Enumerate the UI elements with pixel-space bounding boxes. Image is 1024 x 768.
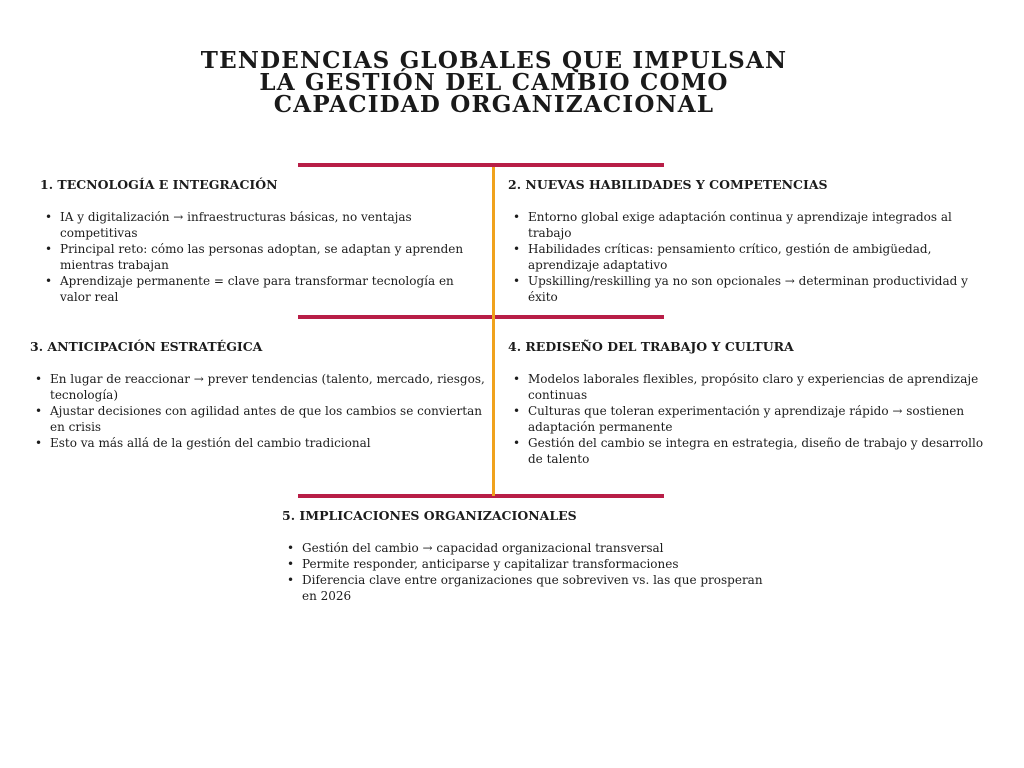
bullet-list	[508, 371, 984, 467]
list-item: • Esto va más allá de la gestión del cambio tradicional	[50, 435, 486, 451]
divider-vertical	[492, 167, 495, 496]
section-rediseno	[508, 339, 984, 467]
divider-bottom	[298, 494, 664, 498]
bullet-list	[508, 209, 984, 305]
divider-middle	[298, 315, 664, 319]
list-item: • IA y digitalización → infraestructuras básicas, no ventajas competitivas	[60, 209, 486, 241]
section-tecnologia	[40, 177, 486, 305]
page-title	[162, 47, 826, 118]
section-habilidades	[508, 177, 984, 305]
list-item: • Principal reto: cómo las personas adoptan, se adaptan y aprenden mientras trabajan	[60, 241, 486, 273]
section-heading: 3. ANTICIPACIÓN ESTRATÉGICA	[30, 339, 263, 354]
section-heading: 5. IMPLICACIONES ORGANIZACIONALES	[282, 508, 577, 523]
title-line-2: LA GESTIÓN DEL CAMBIO COMO	[259, 69, 729, 96]
title-line-3: CAPACIDAD ORGANIZACIONAL	[273, 91, 715, 118]
list-item: • Upskilling/reskilling ya no son opcionales → determinan productividad y éxito	[528, 273, 984, 305]
section-heading: 4. REDISEÑO DEL TRABAJO Y CULTURA	[508, 339, 794, 354]
list-item: • Permite responder, anticiparse y capitalizar transformaciones	[302, 556, 766, 572]
list-item: • En lugar de reaccionar → prever tendencias (talento, mercado, riesgos, tecnología)	[50, 371, 486, 403]
list-item: • Diferencia clave entre organizaciones que sobreviven vs. las que prosperan en 2026	[302, 572, 766, 604]
list-item: • Modelos laborales flexibles, propósito claro y experiencias de aprendizaje continuas	[528, 371, 984, 403]
list-item: • Culturas que toleran experimentación y aprendizaje rápido → sostienen adaptación permanente	[528, 403, 984, 435]
bullet-list	[40, 209, 486, 305]
bullet-list	[30, 371, 486, 451]
section-heading: 1. TECNOLOGÍA E INTEGRACIÓN	[40, 177, 278, 192]
list-item: • Gestión del cambio se integra en estrategia, diseño de trabajo y desarrollo de talento	[528, 435, 984, 467]
bullet-list	[282, 540, 766, 604]
section-heading: 2. NUEVAS HABILIDADES Y COMPETENCIAS	[508, 177, 828, 192]
list-item: • Ajustar decisiones con agilidad antes de que los cambios se conviertan en crisis	[50, 403, 486, 435]
list-item: • Entorno global exige adaptación continua y aprendizaje integrados al trabajo	[528, 209, 984, 241]
title-line-1: TENDENCIAS GLOBALES QUE IMPULSAN	[200, 47, 788, 74]
divider-top	[298, 163, 664, 167]
list-item: • Habilidades críticas: pensamiento crítico, gestión de ambigüedad, aprendizaje adaptativo	[528, 241, 984, 273]
list-item: • Gestión del cambio → capacidad organizacional transversal	[302, 540, 766, 556]
list-item: • Aprendizaje permanente = clave para transformar tecnología en valor real	[60, 273, 486, 305]
section-implicaciones	[282, 508, 766, 604]
section-anticipacion	[30, 339, 486, 451]
